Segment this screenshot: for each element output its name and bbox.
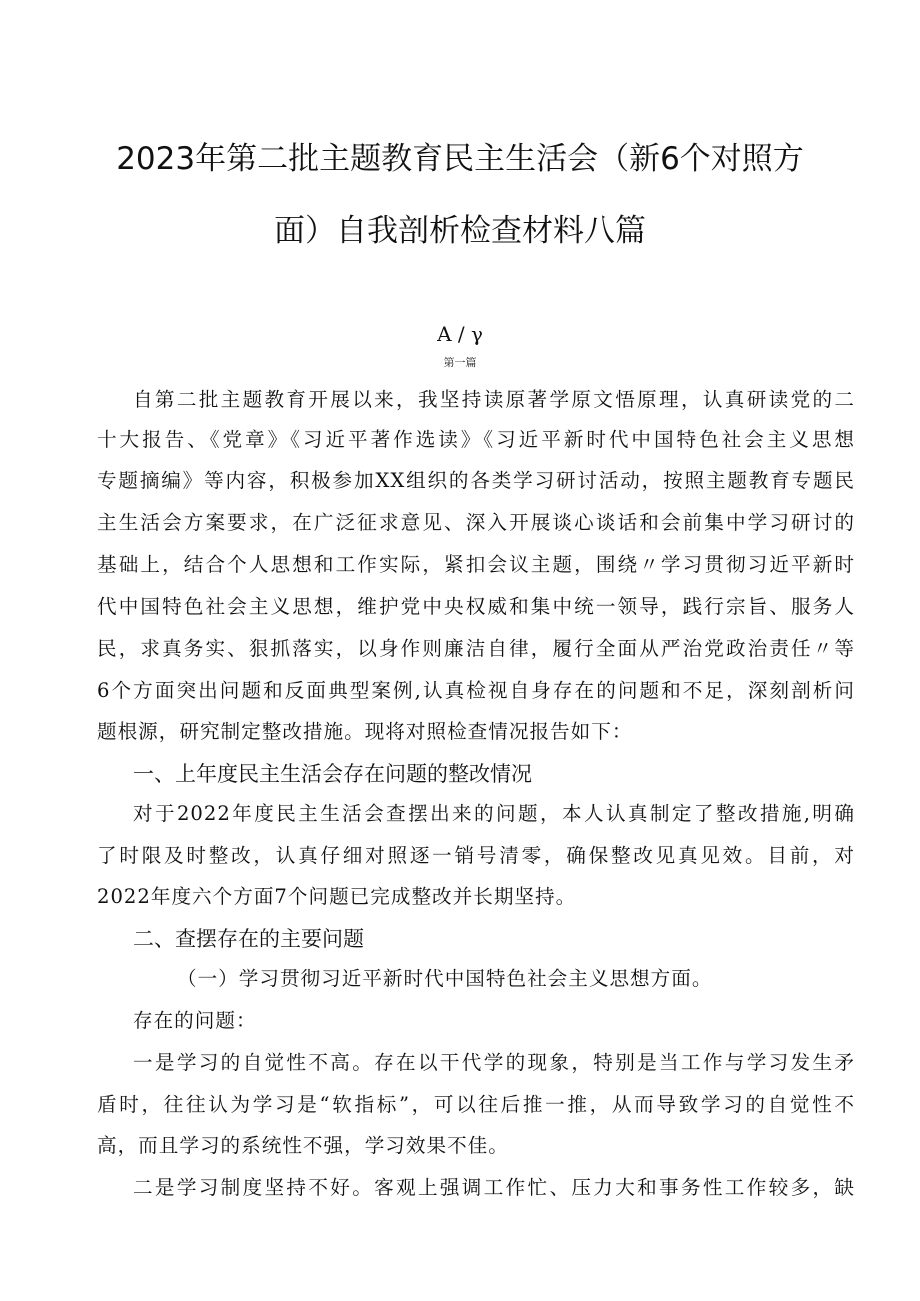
document-title-line-1: 2023年第二批主题教育民主生活会（新6个对照方 [116,141,804,177]
intro-line: 基础上，结合个人思想和工作实际，紧扣会议主题，围绕〃学习贯彻习近平新时 [97,553,855,576]
item2-line: 二是学习制度坚持不好。客观上强调工作忙、压力大和事务性工作较多，缺 [133,1176,855,1199]
intro-line: 题根源，研究制定整改措施。现将对照检查情况报告如下： [97,720,633,743]
section-heading-2: 二、查摆存在的主要问题 [133,927,364,951]
intro-line: 自第二批主题教育开展以来，我坚持读原著学原文悟原理，认真研读党的二 [133,388,855,411]
section1-line: 2022年度六个方面7个问题已完成整改并长期坚持。 [97,885,577,908]
intro-line: 民，求真务实、狠抓落实，以身作则廉洁自律，履行全面从严治党政治责任〃等 [97,637,855,660]
intro-line: 代中国特色社会主义思想，维护党中央权威和集中统一领导，践行宗旨、服务人 [97,595,855,618]
item1-line: 盾时，往往认为学习是“软指标”，可以往后推一推，从而导致学习的自觉性不 [97,1093,855,1116]
section-heading-1: 一、上年度民主生活会存在问题的整改情况 [133,762,532,786]
document-title-line-2: 面）自我剖析检查材料八篇 [274,213,646,249]
problems-label: 存在的问题： [133,1009,257,1032]
intro-line: 6个方面突出问题和反面典型案例,认真检视自身存在的问题和不足，深刻剖析问 [97,679,855,702]
section1-line: 对于2022年度民主生活会查摆出来的问题，本人认真制定了整改措施,明确 [133,802,855,825]
item1-line: 高，而且学习的系统性不强，学习效果不佳。 [97,1134,509,1157]
sub-heading: （一）学习贯彻习近平新时代中国特色社会主义思想方面。 [177,967,713,990]
section-mark: A / γ [437,322,483,346]
part-label: 第一篇 [443,356,477,369]
section1-line: 了时限及时整改，认真仔细对照逐一销号清零，确保整改见真见效。目前，对 [97,844,855,867]
intro-line: 专题摘编》等内容，积极参加XX组织的各类学习研讨活动，按照主题教育专题民 [97,469,855,492]
item1-line: 一是学习的自觉性不高。存在以干代学的现象，特别是当工作与学习发生矛 [133,1051,855,1074]
intro-line: 十大报告、《党章》《习近平著作选读》《习近平新时代中国特色社会主义思想 [97,428,855,451]
intro-line: 主生活会方案要求，在广泛征求意见、深入开展谈心谈话和会前集中学习研讨的 [97,511,855,534]
